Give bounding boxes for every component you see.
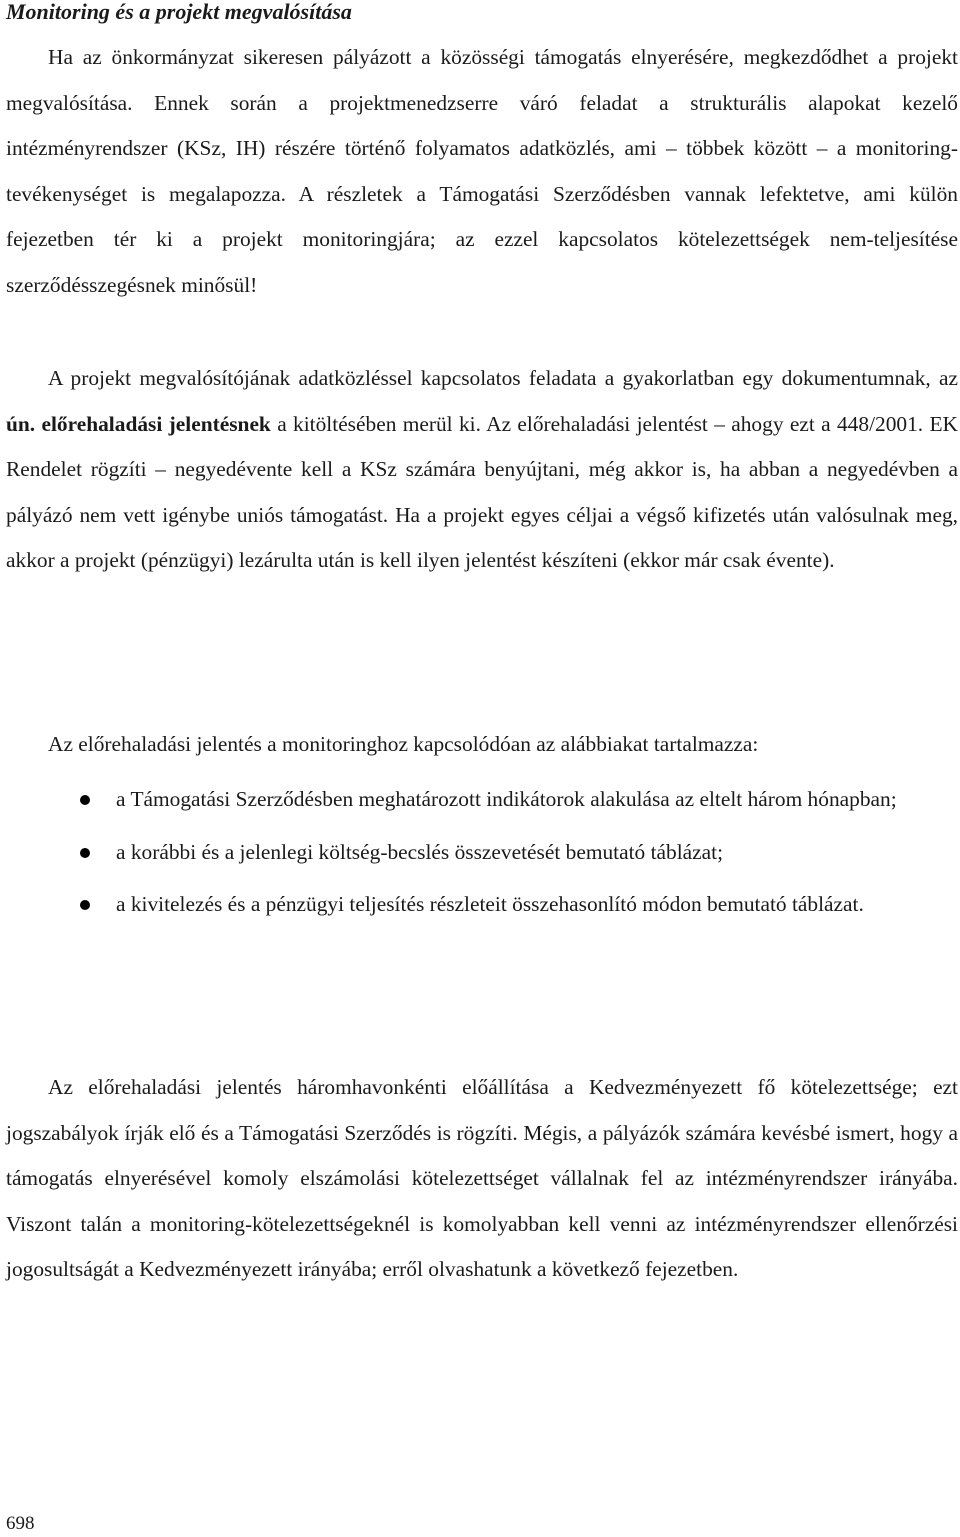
paragraph-text: A projekt megvalósítójának adatközléssel kapcsolatos feladata a gyakorlatban egy dokumentumnak, az xyxy=(48,366,958,390)
paragraph-text: a kitöltésében merül ki. Az előrehaladási jelentést – ahogy ezt a 448/2001. EK Rendelet rögzíti – negyedévente kell a KSz számára benyújtani, még akkor is, ha abban a negyedévben a pályázó nem vett igénybe uniós támogatást. Ha a projekt egyes céljai a végső kifizetés után valósulnak meg, akkor a projekt (pénzügyi) lezárulta után is kell ilyen jelentést készíteni (ekkor már csak évente). xyxy=(6,411,958,573)
bold-term-progress-report: ún. előrehaladási jelentésnek xyxy=(6,411,271,436)
paragraph-report-contents-intro: Az előrehaladási jelentés a monitoringhoz kapcsolódóan az alábbiakat tartalmazza: xyxy=(48,732,759,756)
list-item xyxy=(6,882,958,928)
bullet-icon xyxy=(80,900,90,910)
report-contents-list xyxy=(6,777,958,928)
bullet-icon xyxy=(80,795,90,805)
list-item xyxy=(6,777,958,823)
list-item xyxy=(6,830,958,876)
bullet-icon xyxy=(80,848,90,858)
paragraph-beneficiary-obligations: Az előrehaladási jelentés háromhavonkénti előállítása a Kedvezményezett fő kötelezettsége; ezt jogszabályok írják elő és a Támogatási Szerződés is rögzíti. Mégis, a pályázók számára kevésbé ismert, hogy a támogatás elnyerésével komoly elszámolási kötelezettséget vállalnak fel az intézményrendszer irányába. Viszont talán a monitoring-kötelezettségeknél is komolyabban kell venni az intézményrendszer ellenőrzési jogosultságát a Kedvezményezett irányába; erről olvashatunk a következő fejezetben. xyxy=(6,1075,958,1282)
page-number: 698 xyxy=(6,1513,35,1534)
section-heading: Monitoring és a projekt megvalósítása xyxy=(6,0,352,24)
list-item-text: a kivitelezés és a pénzügyi teljesítés részleteit összehasonlító módon bemutató táblázat. xyxy=(116,892,864,917)
paragraph-project-implementation: Ha az önkormányzat sikeresen pályázott a közösségi támogatás elnyerésére, megkezdődhet a projekt megvalósítása. Ennek során a projektmenedzserre váró feladat a strukturális alapokat kezelő intézményrendszer (KSz, IH) részére történő folyamatos adatközlés, ami – többek között – a monitoring-tevékenységet is megalapozza. A részletek a Támogatási Szerződésben vannak lefektetve, ami külön fejezetben tér ki a projekt monitoringjára; az ezzel kapcsolatos kötelezettségek nem-teljesítése szerződésszegésnek minősül! xyxy=(6,45,958,297)
paragraph-progress-report xyxy=(6,356,958,584)
list-item-text: a korábbi és a jelenlegi költség-becslés összevetését bemutató táblázat; xyxy=(116,839,724,864)
list-item-text: a Támogatási Szerződésben meghatározott indikátorok alakulása az eltelt három hónapban; xyxy=(116,787,897,811)
